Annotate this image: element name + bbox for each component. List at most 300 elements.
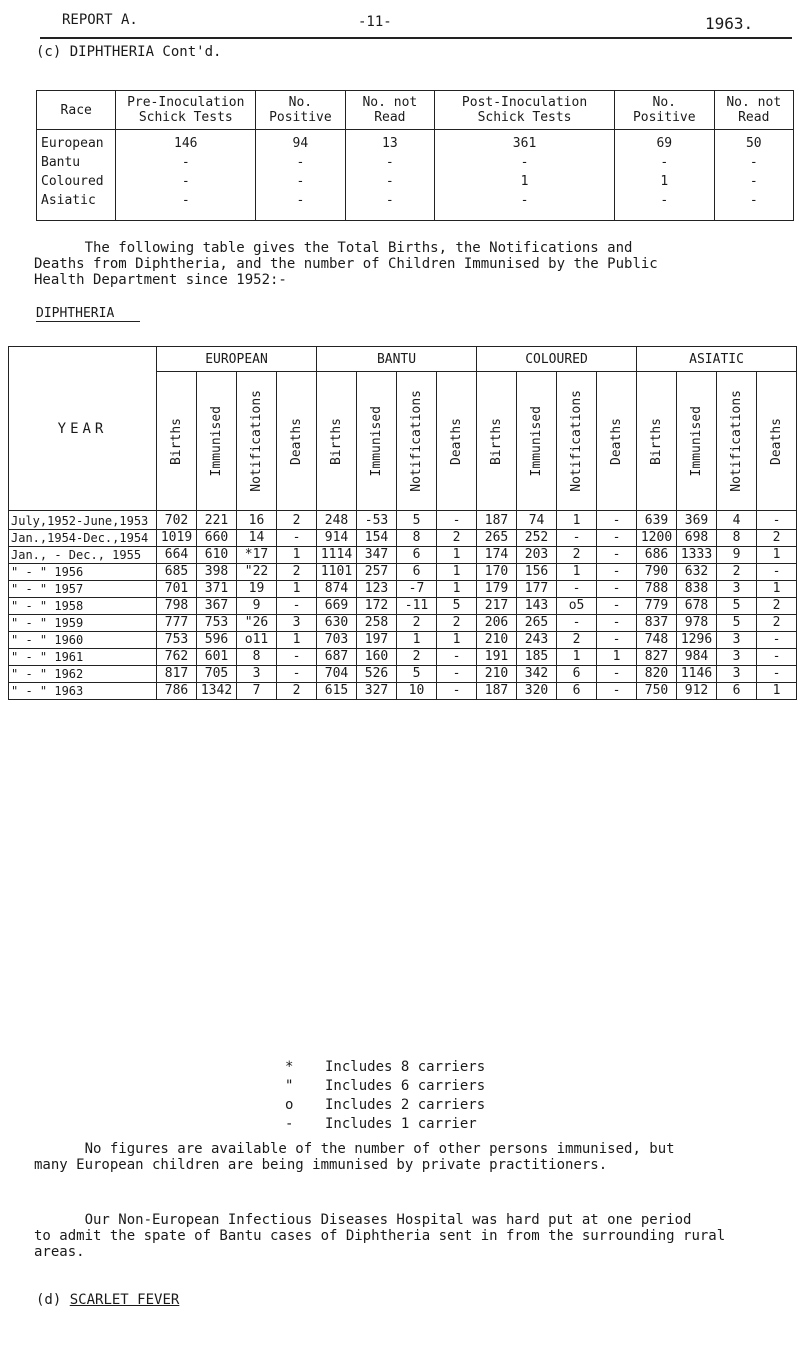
value: 146 [174,136,198,151]
footnote-text: Includes 8 carriers [325,1059,486,1075]
table-cell: 74 [517,511,557,530]
row-year: July,1952-June,1953 [9,511,157,530]
value: 94 [292,136,309,151]
table-cell: 1 [557,564,597,581]
col-race: Race [37,91,116,130]
value: - [296,174,305,189]
row-year: Jan.,1954-Dec.,1954 [9,530,157,547]
table-cell: - [757,511,797,530]
subcol-label: Births [489,417,505,465]
subcol-coloured-0 [477,372,517,511]
table-cell: 615 [317,683,357,700]
table-cell: - [437,649,477,666]
value: - [385,155,394,170]
value: - [385,174,394,189]
table-row [9,615,797,632]
subcol-asiatic-0 [637,372,677,511]
table-cell: 827 [637,649,677,666]
scarlet-fever-heading [36,1292,179,1308]
table-cell: 1 [277,547,317,564]
pre-inoculation-values [116,130,256,221]
table-cell: 265 [477,530,517,547]
table-cell: 398 [197,564,237,581]
table-cell: 669 [317,598,357,615]
value: - [520,155,529,170]
table-cell: 1333 [677,547,717,564]
table-cell: 874 [317,581,357,598]
table-cell: 750 [637,683,677,700]
table-cell: - [597,511,637,530]
subcol-label: Deaths [769,417,785,465]
value: 1 [520,174,529,189]
table-cell: - [757,649,797,666]
table-cell: 4 [717,511,757,530]
page-number: -11- [358,14,392,30]
table-cell: 9 [237,598,277,615]
table-cell: 143 [517,598,557,615]
table-cell: - [597,581,637,598]
table-cell: 221 [197,511,237,530]
diphtheria-heading: DIPHTHERIA [36,306,115,321]
table-cell: 702 [157,511,197,530]
table-cell: 1 [757,683,797,700]
table-cell: 703 [317,632,357,649]
table-cell: o5 [557,598,597,615]
table-cell: 984 [677,649,717,666]
table-cell: - [597,598,637,615]
table-cell: 3 [237,666,277,683]
subcol-coloured-3 [597,372,637,511]
table-cell: 8 [397,530,437,547]
table-cell: 6 [557,683,597,700]
row-year: " - " 1957 [9,581,157,598]
table-cell: 610 [197,547,237,564]
table-cell: - [597,615,637,632]
table-cell: 258 [357,615,397,632]
row-year: " - " 1959 [9,615,157,632]
table-cell: 3 [717,666,757,683]
report-label: REPORT A. [62,12,138,28]
footnote-mark: * [285,1059,294,1075]
table-cell: "26 [237,615,277,632]
table-cell: 701 [157,581,197,598]
table-cell: 1 [397,632,437,649]
schick-test-table [36,90,794,221]
table-cell: 160 [357,649,397,666]
table-cell: 8 [237,649,277,666]
footnote-mark: " [285,1078,294,1094]
table-cell: 3 [717,649,757,666]
table-row [9,511,797,530]
table-cell: 526 [357,666,397,683]
table-cell: 698 [677,530,717,547]
footnote-text: Includes 2 carriers [325,1097,486,1113]
subcol-label: Immunised [689,405,705,477]
value: - [520,193,529,208]
footnote-mark: o [285,1097,294,1113]
table-cell: 1 [557,649,597,666]
col-post-not-read: No. not Read [714,91,793,130]
report-year: 1963. [705,14,754,33]
group-european: EUROPEAN [157,347,317,372]
col-pre-positive: No. Positive [256,91,345,130]
table-cell: 2 [557,547,597,564]
table-cell: 685 [157,564,197,581]
table-row [9,632,797,649]
table-cell: "22 [237,564,277,581]
table-cell: - [597,632,637,649]
table-cell: 2 [437,615,477,632]
table-cell: 1146 [677,666,717,683]
subcol-coloured-1 [517,372,557,511]
table-cell: 210 [477,632,517,649]
table-cell: 912 [677,683,717,700]
value: - [181,155,190,170]
col-pre-not-read: No. not Read [345,91,434,130]
table-cell: - [597,666,637,683]
table-cell: 1 [757,547,797,564]
table-cell: 678 [677,598,717,615]
table-cell: - [597,547,637,564]
table-cell: 788 [637,581,677,598]
table-cell: - [597,530,637,547]
table-cell: - [757,632,797,649]
footnote-mark: - [285,1116,294,1132]
table-cell: 16 [237,511,277,530]
table-cell: 1 [277,632,317,649]
subcol-label: Notifications [569,390,585,492]
table-cell: 177 [517,581,557,598]
table-cell: 371 [197,581,237,598]
table-cell: 154 [357,530,397,547]
table-cell: 748 [637,632,677,649]
table-cell: 786 [157,683,197,700]
table-cell: 187 [477,683,517,700]
table-cell: 5 [717,598,757,615]
table-cell: 1296 [677,632,717,649]
footnotes [285,1058,485,1134]
value: 50 [745,136,762,151]
subcol-label: Deaths [449,417,464,465]
post-not-read-values [714,130,793,221]
table-cell: 6 [397,547,437,564]
subcol-label: Notifications [729,390,745,492]
subcol-label: Deaths [289,417,304,465]
table-cell: 2 [277,564,317,581]
table-cell: 3 [277,615,317,632]
table-cell: 704 [317,666,357,683]
table-cell: 2 [437,530,477,547]
value: - [385,193,394,208]
table-cell: 9 [717,547,757,564]
table-cell: 185 [517,649,557,666]
footnote-text: Includes 1 carrier [325,1116,477,1132]
table-cell: 686 [637,547,677,564]
subcol-label: Births [329,417,344,465]
subcol-label: Immunised [529,405,545,477]
race-coloured: Coloured [41,174,104,189]
table-cell: - [597,683,637,700]
subcol-asiatic-2 [717,372,757,511]
table-cell: 10 [397,683,437,700]
row-year: " - " 1961 [9,649,157,666]
subcol-label: Births [169,417,184,465]
diphtheria-table [8,346,797,700]
table-cell: 914 [317,530,357,547]
value: - [181,174,190,189]
race-list [37,130,116,221]
table-cell: 762 [157,649,197,666]
table-cell: - [557,530,597,547]
table-cell: 206 [477,615,517,632]
group-coloured: COLOURED [477,347,637,372]
subcol-label: Deaths [609,417,625,465]
table-cell: 2 [717,564,757,581]
table-cell: 320 [517,683,557,700]
table-cell: 5 [437,598,477,615]
table-cell: 601 [197,649,237,666]
table-cell: 660 [197,530,237,547]
table-cell: 1 [437,564,477,581]
table-cell: - [277,530,317,547]
table-cell: 5 [397,511,437,530]
section-label: (d) [36,1292,62,1308]
subcol-bantu-3 [437,372,477,511]
table-cell: -11 [397,598,437,615]
subcol-bantu-0 [317,372,357,511]
header-rule [40,37,792,39]
table-cell: 5 [717,615,757,632]
subcol-label: Births [649,417,665,465]
table-row [9,581,797,598]
table-row [9,666,797,683]
table-cell: 2 [757,598,797,615]
table-cell: - [437,666,477,683]
group-asiatic: ASIATIC [637,347,797,372]
subcol-bantu-2 [397,372,437,511]
table-cell: 7 [237,683,277,700]
table-cell: 687 [317,649,357,666]
table-cell: 217 [477,598,517,615]
table-cell: 820 [637,666,677,683]
table-cell: 1200 [637,530,677,547]
table-cell: 203 [517,547,557,564]
pre-positive-values [256,130,345,221]
table-row [9,530,797,547]
table-cell: 367 [197,598,237,615]
table-cell: 5 [397,666,437,683]
table-cell: 257 [357,564,397,581]
table-cell: 3 [717,581,757,598]
table-cell: 664 [157,547,197,564]
post-positive-values [615,130,715,221]
race-bantu: Bantu [41,155,81,170]
table-cell: 777 [157,615,197,632]
table-cell: - [757,564,797,581]
value: - [660,193,669,208]
col-post-inoculation: Post-Inoculation Schick Tests [435,91,615,130]
subcol-label: Notifications [409,390,424,492]
table-cell: 630 [317,615,357,632]
table-cell: 2 [397,615,437,632]
table-cell: 705 [197,666,237,683]
table-cell: 2 [757,615,797,632]
table-cell: - [277,666,317,683]
row-year: " - " 1958 [9,598,157,615]
table-row [9,564,797,581]
col-post-positive: No. Positive [615,91,715,130]
subcol-european-3 [277,372,317,511]
footnote [285,1058,485,1077]
table-cell: 187 [477,511,517,530]
table-cell: 6 [717,683,757,700]
group-bantu: BANTU [317,347,477,372]
table-cell: 837 [637,615,677,632]
table-row [9,598,797,615]
subcol-coloured-2 [557,372,597,511]
subcol-label: Notifications [249,390,264,492]
table-cell: - [757,666,797,683]
table-row [9,683,797,700]
subcol-asiatic-3 [757,372,797,511]
table-cell: 639 [637,511,677,530]
row-year: " - " 1963 [9,683,157,700]
table-cell: 779 [637,598,677,615]
value: 13 [382,136,398,151]
table-cell: - [557,615,597,632]
table-cell: 6 [557,666,597,683]
subcol-label: Immunised [209,405,224,477]
table-cell: 2 [757,530,797,547]
table-cell: 179 [477,581,517,598]
table-cell: 347 [357,547,397,564]
subcol-label: Immunised [369,405,384,477]
table-cell: 210 [477,666,517,683]
value: - [749,155,758,170]
table-cell: 1 [597,649,637,666]
row-year: " - " 1960 [9,632,157,649]
table-cell: 798 [157,598,197,615]
table-cell: 8 [717,530,757,547]
table-cell: 753 [157,632,197,649]
table-cell: 1342 [197,683,237,700]
table-cell: 817 [157,666,197,683]
table-cell: 14 [237,530,277,547]
table-cell: 197 [357,632,397,649]
table-cell: 243 [517,632,557,649]
table-cell: 838 [677,581,717,598]
intro-paragraph: The following table gives the Total Births, the Notifications and Deaths from Diphtheria, and the number of Children Immunised by the Public Health Department since 1952:- [34,240,658,288]
race-asiatic: Asiatic [41,193,96,208]
table-cell: - [597,564,637,581]
table-cell: 1101 [317,564,357,581]
table-cell: 123 [357,581,397,598]
value: - [749,193,758,208]
row-year: " - " 1962 [9,666,157,683]
subcol-european-2 [237,372,277,511]
value: 1 [660,174,669,189]
table-cell: 6 [397,564,437,581]
table-cell: 1 [757,581,797,598]
table-cell: - [437,683,477,700]
diphtheria-underline [36,321,140,322]
table-cell: 632 [677,564,717,581]
table-cell: 252 [517,530,557,547]
table-cell: 174 [477,547,517,564]
value: 69 [656,136,673,151]
table-cell: o11 [237,632,277,649]
subcol-bantu-1 [357,372,397,511]
row-year: " - " 1956 [9,564,157,581]
table-row [9,547,797,564]
table-cell: 1 [437,632,477,649]
table-cell: 596 [197,632,237,649]
row-year: Jan., - Dec., 1955 [9,547,157,564]
table-cell: 2 [557,632,597,649]
table-cell: 1 [557,511,597,530]
table-cell: 1114 [317,547,357,564]
diphtheria-table-body [9,511,797,700]
table-cell: 790 [637,564,677,581]
table-cell: - [437,511,477,530]
table-cell: - [277,598,317,615]
table-cell: 248 [317,511,357,530]
table-cell: - [277,649,317,666]
race-european: European [41,136,104,151]
table-cell: 2 [277,683,317,700]
table-cell: 342 [517,666,557,683]
footnote-text: Includes 6 carriers [325,1078,486,1094]
post-inoculation-values [435,130,615,221]
value: - [181,193,190,208]
value: - [749,174,758,189]
pre-not-read-values [345,130,434,221]
table-cell: -53 [357,511,397,530]
table-cell: 327 [357,683,397,700]
table-cell: 172 [357,598,397,615]
table-cell: 753 [197,615,237,632]
table-cell: 1019 [157,530,197,547]
footnote [285,1096,485,1115]
value: - [296,193,305,208]
value: - [660,155,669,170]
table-cell: 156 [517,564,557,581]
table-cell: 2 [277,511,317,530]
table-cell: 1 [437,547,477,564]
section-title-text: SCARLET FEVER [69,1292,180,1308]
table-cell: 978 [677,615,717,632]
subcol-european-0 [157,372,197,511]
subcol-european-1 [197,372,237,511]
section-title: (c) DIPHTHERIA Cont'd. [36,44,222,60]
year-header: YEAR [9,347,157,511]
footnote [285,1115,485,1134]
table-cell: 2 [397,649,437,666]
table-cell: 1 [277,581,317,598]
footnote [285,1077,485,1096]
value: 361 [512,136,537,151]
no-figures-paragraph: No figures are available of the number of other persons immunised, but many European children are being immunised by private practitioners. [34,1141,675,1173]
value: - [296,155,305,170]
table-row [9,649,797,666]
table-cell: 369 [677,511,717,530]
table-cell: 19 [237,581,277,598]
table-cell: -7 [397,581,437,598]
subcol-asiatic-1 [677,372,717,511]
table-cell: 265 [517,615,557,632]
hospital-paragraph: Our Non-European Infectious Diseases Hospital was hard put at one period to admit the spate of Bantu cases of Diphtheria sent in from the surrounding rural areas. [34,1212,726,1260]
col-pre-inoculation: Pre-Inoculation Schick Tests [116,91,256,130]
